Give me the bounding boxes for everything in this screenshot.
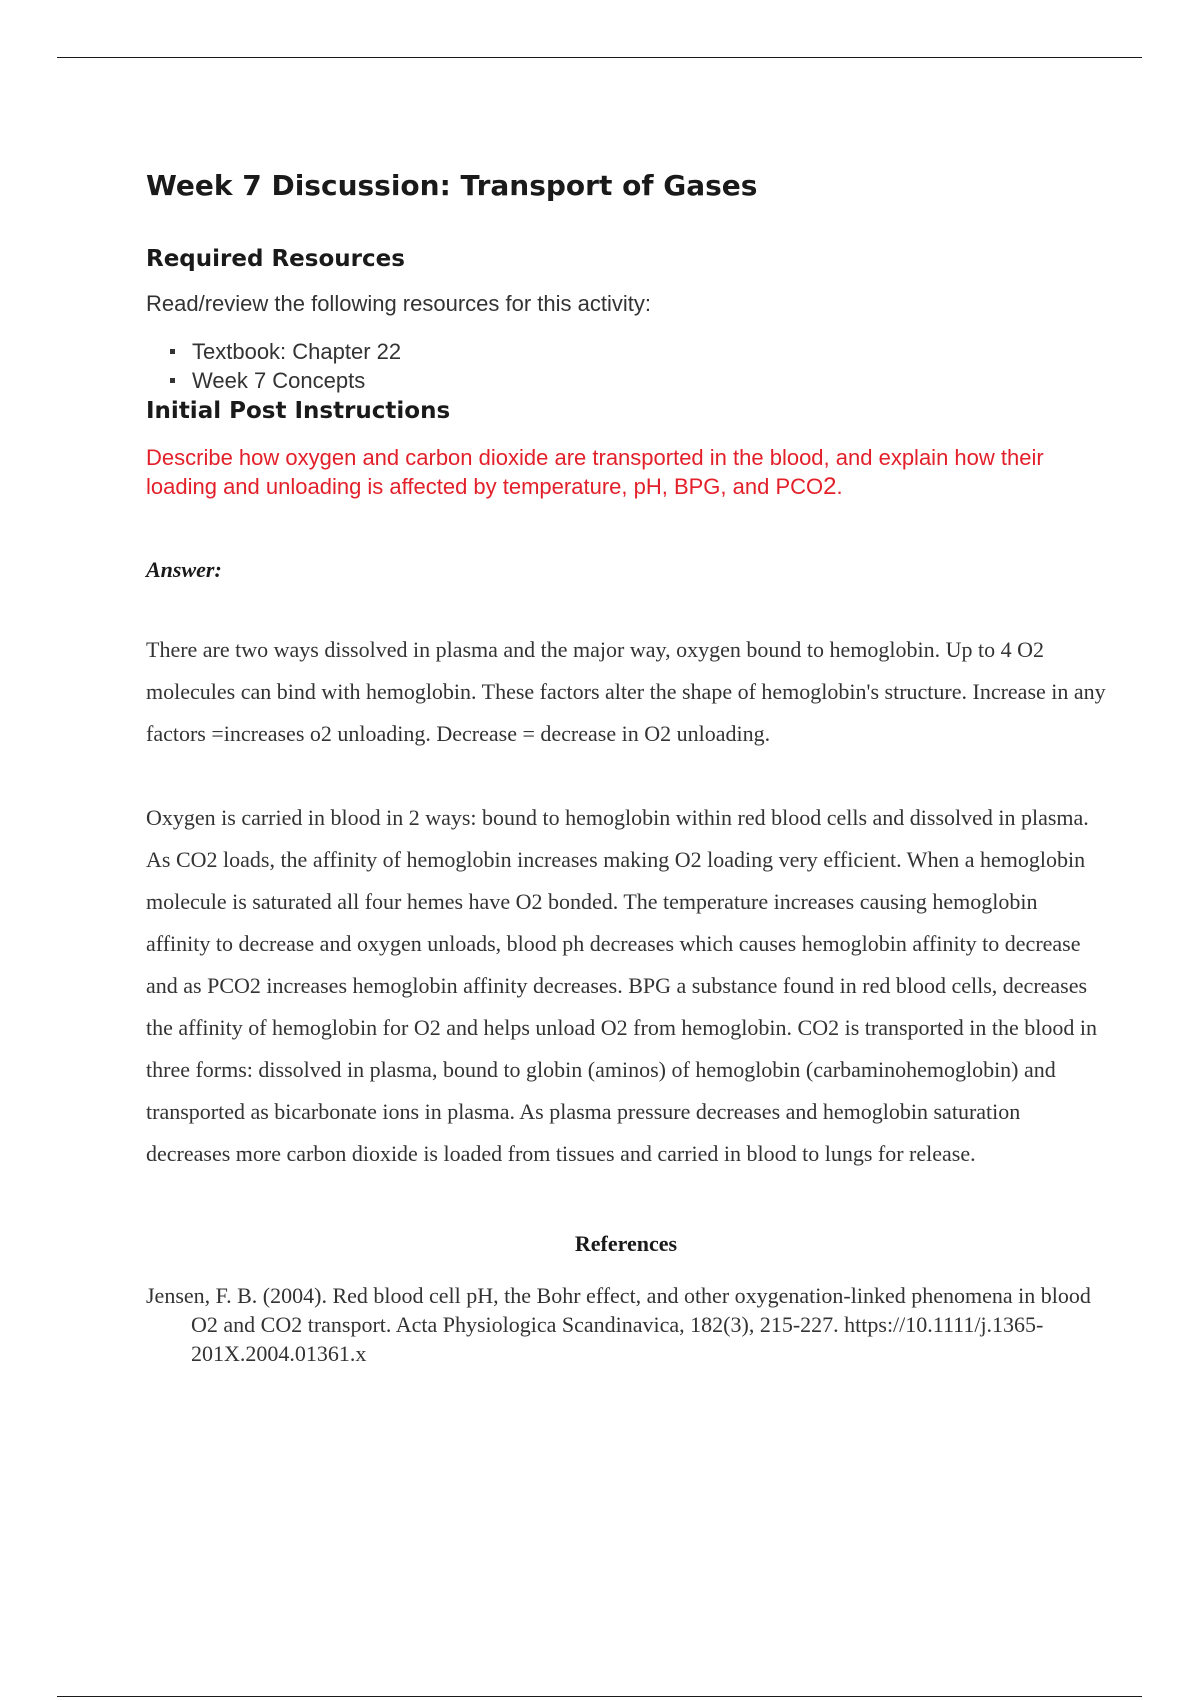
answer-label: Answer:: [146, 557, 222, 582]
references-heading: References: [574, 1231, 678, 1256]
square-bullet-icon: [170, 378, 175, 383]
required-resources-heading: Required Resources: [146, 246, 405, 272]
square-bullet-icon: [170, 349, 175, 354]
resources-list: [146, 337, 1106, 395]
document-body: [146, 165, 1106, 1368]
prompt-end: .: [836, 474, 843, 499]
list-item: [192, 366, 1106, 395]
prompt-subscript: 2: [823, 473, 837, 500]
bottom-rule: [57, 1696, 1142, 1697]
answer-paragraph-1: There are two ways dissolved in plasma and the major way, oxygen bound to hemoglobin. Up to 4 O2 molecules can bind with hemoglobin. These factors alter the shape of hemoglobin's structure. Increase in any factors =increases o2 unloading. Decrease = decrease in O2 unloading.: [146, 637, 1106, 746]
resources-intro: Read/review the following resources for this activity:: [146, 291, 651, 316]
page-title: Week 7 Discussion: Transport of Gases: [146, 169, 758, 202]
discussion-prompt: [146, 443, 1106, 501]
resource-item-label: Textbook: Chapter 22: [192, 339, 402, 364]
top-rule: [57, 57, 1142, 58]
list-item: [192, 337, 1106, 366]
resource-item-label: Week 7 Concepts: [192, 368, 366, 393]
reference-entry: Jensen, F. B. (2004). Red blood cell pH, the Bohr effect, and other oxygenation-linked phenomena in blood O2 and CO2 transport. Acta Physiologica Scandinavica, 182(3), 215-227. https://10.1111/j.1365-201X.2004.01361.x: [146, 1283, 1091, 1366]
prompt-text: Describe how oxygen and carbon dioxide are transported in the blood, and explain how their loading and unloading is affected by temperature, pH, BPG, and PCO: [146, 445, 1044, 499]
initial-post-heading: Initial Post Instructions: [146, 398, 451, 424]
answer-paragraph-2: Oxygen is carried in blood in 2 ways: bound to hemoglobin within red blood cells and dissolved in plasma. As CO2 loads, the affinity of hemoglobin increases making O2 loading very efficient. When a hemoglobin molecule is saturated all four hemes have O2 bonded. The temperature increases causing hemoglobin affinity to decrease and oxygen unloads, blood ph decreases which causes hemoglobin affinity to decrease and as PCO2 increases hemoglobin affinity decreases. BPG a substance found in red blood cells, decreases the affinity of hemoglobin for O2 and helps unload O2 from hemoglobin. CO2 is transported in the blood in three forms: dissolved in plasma, bound to globin (aminos) of hemoglobin (carbaminohemoglobin) and transported as bicarbonate ions in plasma. As plasma pressure decreases and hemoglobin saturation decreases more carbon dioxide is loaded from tissues and carried in blood to lungs for release.: [146, 805, 1097, 1166]
